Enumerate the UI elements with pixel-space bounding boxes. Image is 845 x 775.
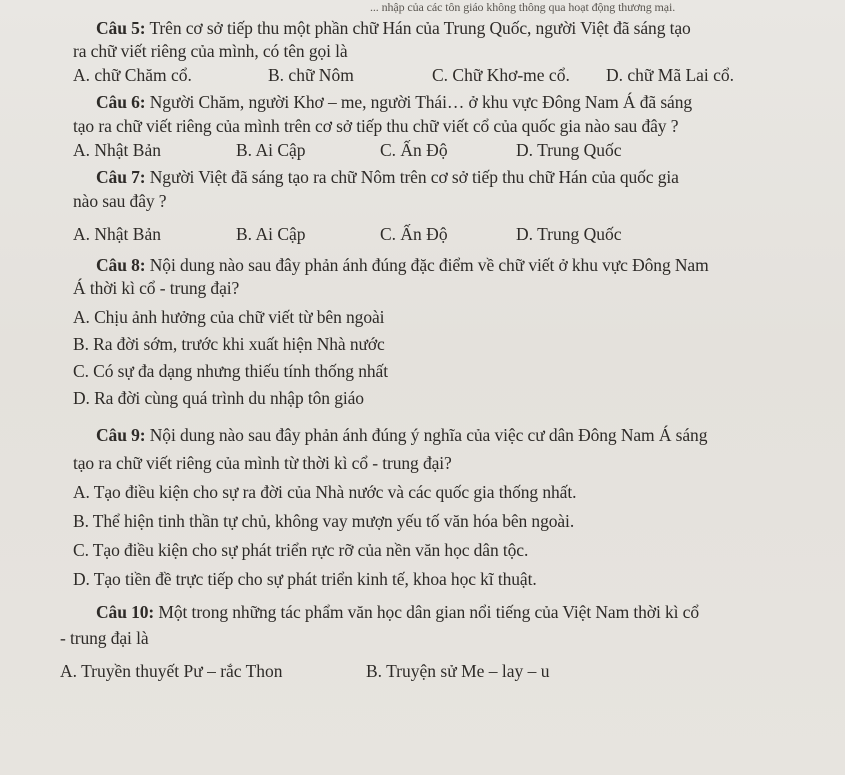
question-8-option-b[interactable]: B. Ra đời sớm, trước khi xuất hiện Nhà nước — [73, 334, 385, 354]
question-10-options — [60, 660, 800, 682]
question-10-line-1 — [96, 601, 699, 623]
question-5-number: Câu 5: — [96, 18, 146, 38]
question-10-option-a[interactable]: A. Truyền thuyết Pư – rắc Thon — [60, 661, 283, 681]
question-9-option-b[interactable]: B. Thể hiện tinh thần tự chủ, không vay mượn yếu tố văn hóa bên ngoài. — [73, 511, 575, 531]
question-8-text-1: Nội dung nào sau đây phản ánh đúng đặc điểm về chữ viết ở khu vực Đông Nam — [149, 255, 709, 275]
question-10-number: Câu 10: — [96, 602, 155, 622]
question-6-options — [73, 139, 813, 161]
question-8-text-2: Á thời kì cổ - trung đại? — [73, 278, 240, 298]
question-6-line-1 — [96, 91, 692, 113]
question-5-text-1: Trên cơ sở tiếp thu một phần chữ Hán của Trung Quốc, người Việt đã sáng tạo — [149, 18, 691, 38]
question-9-number: Câu 9: — [96, 425, 146, 445]
question-6-number: Câu 6: — [96, 92, 146, 112]
question-8-option-a[interactable]: A. Chịu ảnh hưởng của chữ viết từ bên ngoài — [73, 307, 385, 327]
question-8-option-d[interactable]: D. Ra đời cùng quá trình du nhập tôn giáo — [73, 388, 364, 408]
question-5-option-c[interactable]: C. Chữ Khơ-me cổ. — [432, 65, 570, 85]
question-7-option-a[interactable]: A. Nhật Bản — [73, 224, 161, 244]
question-9-text-1: Nội dung nào sau đây phản ánh đúng ý nghĩa của việc cư dân Đông Nam Á sáng — [149, 425, 708, 445]
question-8-number: Câu 8: — [96, 255, 146, 275]
question-6-text-1: Người Chăm, người Khơ – me, người Thái… ở khu vực Đông Nam Á đã sáng — [149, 92, 693, 112]
question-5-option-d[interactable]: D. chữ Mã Lai cổ. — [606, 65, 735, 85]
question-5-options — [73, 64, 813, 86]
question-6-option-b[interactable]: B. Ai Cập — [236, 140, 306, 160]
question-9-option-a[interactable]: A. Tạo điều kiện cho sự ra đời của Nhà nước và các quốc gia thống nhất. — [73, 482, 577, 502]
question-6-text-2: tạo ra chữ viết riêng của mình trên cơ sở tiếp thu chữ viết cổ của quốc gia nào sau đây ? — [73, 116, 679, 136]
question-7-line-1 — [96, 166, 679, 188]
question-10-text-1: Một trong những tác phẩm văn học dân gian nổi tiếng của Việt Nam thời kì cổ — [158, 602, 699, 622]
question-7-number: Câu 7: — [96, 167, 146, 187]
question-7-text-2: nào sau đây ? — [73, 191, 167, 211]
question-5-line-1 — [96, 17, 691, 39]
question-9-option-d[interactable]: D. Tạo tiền đề trực tiếp cho sự phát triển kinh tế, khoa học kĩ thuật. — [73, 569, 537, 589]
question-7-option-c[interactable]: C. Ấn Độ — [380, 224, 448, 244]
question-10-option-b[interactable]: B. Truyện sử Me – lay – u — [366, 661, 550, 681]
question-9-text-2: tạo ra chữ viết riêng của mình từ thời kì cổ - trung đại? — [73, 453, 452, 473]
question-5-text-2: ra chữ viết riêng của mình, có tên gọi là — [73, 41, 348, 61]
question-5-option-b[interactable]: B. chữ Nôm — [268, 65, 354, 85]
top-fragment: ... nhập của các tôn giáo không thông qua hoạt động thương mại. — [370, 0, 676, 14]
question-7-option-d[interactable]: D. Trung Quốc — [516, 224, 622, 244]
question-6-option-c[interactable]: C. Ấn Độ — [380, 140, 448, 160]
question-9-option-c[interactable]: C. Tạo điều kiện cho sự phát triển rực rỡ của nền văn học dân tộc. — [73, 540, 529, 560]
question-7-options — [73, 223, 813, 245]
question-10-text-2: - trung đại là — [60, 628, 149, 648]
question-8-option-c[interactable]: C. Có sự đa dạng nhưng thiếu tính thống nhất — [73, 361, 388, 381]
question-6-option-d[interactable]: D. Trung Quốc — [516, 140, 622, 160]
question-6-option-a[interactable]: A. Nhật Bản — [73, 140, 161, 160]
question-7-text-1: Người Việt đã sáng tạo ra chữ Nôm trên cơ sở tiếp thu chữ Hán của quốc gia — [149, 167, 679, 187]
question-7-option-b[interactable]: B. Ai Cập — [236, 224, 306, 244]
question-9-line-1 — [96, 424, 707, 446]
question-8-line-1 — [96, 254, 709, 276]
question-5-option-a[interactable]: A. chữ Chăm cổ. — [73, 65, 192, 85]
